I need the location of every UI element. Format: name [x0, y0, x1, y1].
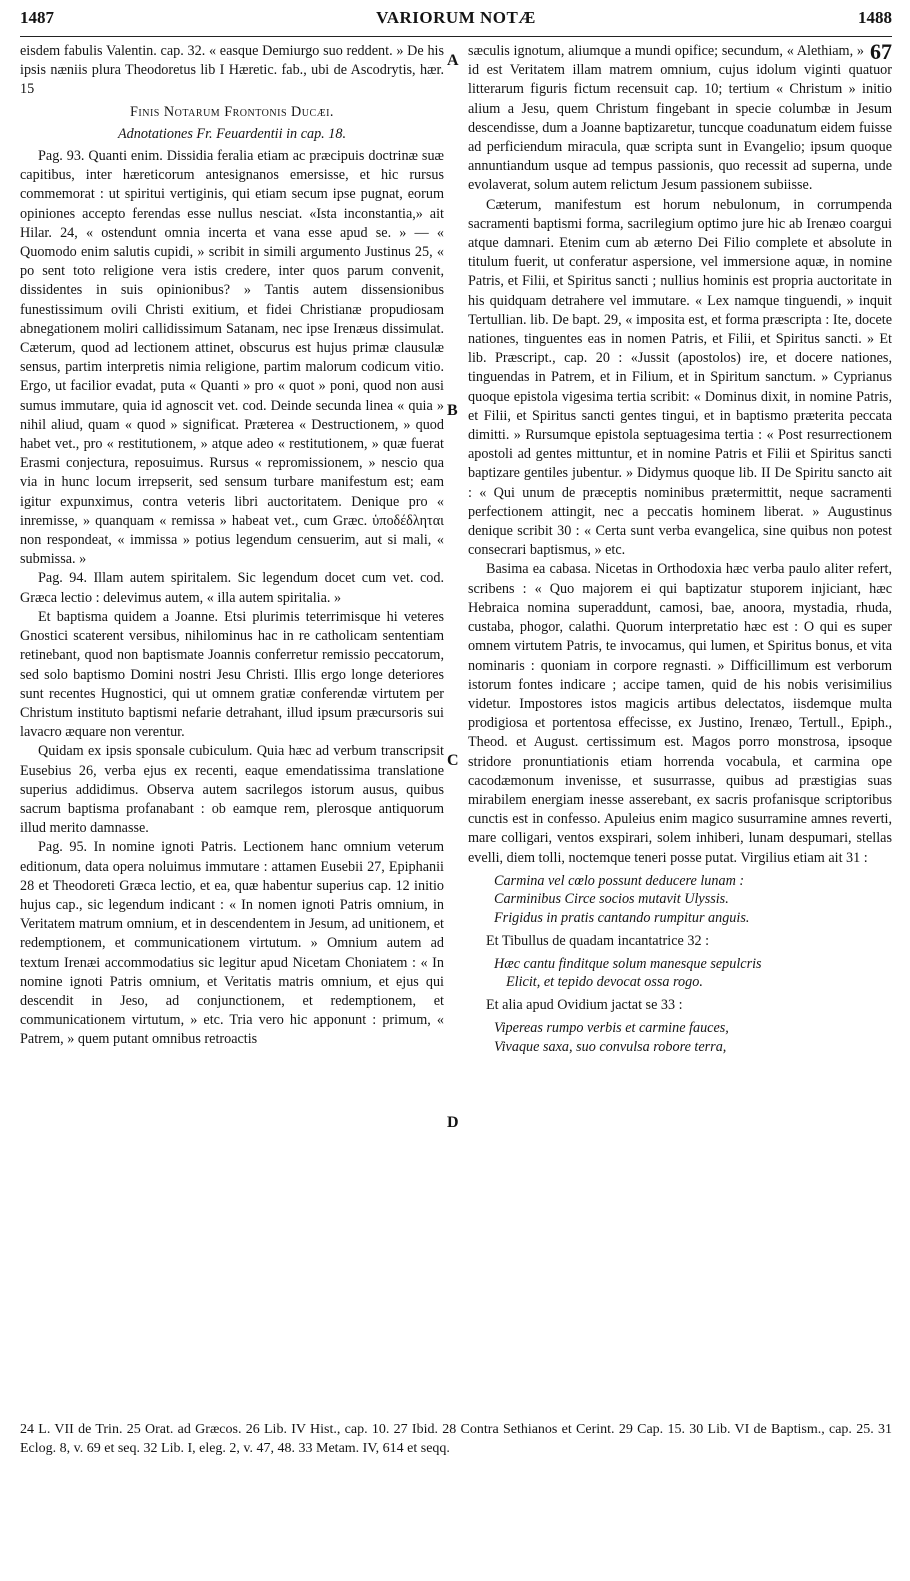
left-paragraph-3: Pag. 94. Illam autem spiritalem. Sic legendum docet cum vet. cod. Græca lectio : delevimus autem, « illa autem spiritalia. »	[20, 570, 444, 606]
right-column	[468, 42, 892, 1414]
right-paragraph-3: Basima ea cabasa. Nicetas in Orthodoxia hæc verba paulo aliter refert, scribens : « Quo majorem ei qui baptizatur stuporem injiciant, hæc Hebraica nomina superaddunt, camosi, bae, anoora, mystadia, rhuda, custaba, phogor, calathi. Quorum interpretatio hæc est : O qui es super omnem virtutem Patris, te invocamus, qui lumen, et Spiritus bonus, et vita nominaris : quoniam in corpore regnasti. » Difficillimum est verborum istorum fontes indicare ; accipe tamen, quid de his nobis verisimilius videtur. Impostores istos magicis artibus delectatos, iisdemque multa prodigiosa et portentosa effecisse, ex Justino, Irenæo, Tertull., Epiph., Theod. et August. certissimum est. Magos porro monstrosa, ipsoque stridore pronuntiationis etiam horrenda vocabula, et carmina ope cacodæmonum invenisse, et susurrasse, quibus ad præstigias suas mirabilem energiam inesse asserebant, ex sacris profanisque scriptoribus cunctis est in confesso. Apuleius enim magico susurramine amnes reverti, mare colligari, ventos exspirari, solem inhiberi, lunam despumari, stellas evelli, diem tolli, noctemque teneri posse putat. Virgilius etiam ait 31 :	[468, 561, 892, 866]
annotations-heading: Adnotationes Fr. Feuardentii in cap. 18.	[117, 125, 347, 142]
left-paragraph-4: Et baptisma quidem a Joanne. Etsi plurimis teterrimisque hi veteres Gnostici scaterent versibus, nihilominus hac in re catholicam sententiam retinebant, quod non baptismate Joannis conferretur remissio peccatorum, sed solo baptismo Domini nostri Jesu Christi. Illis ergo longe deteriores sunt recentes Hugnostici, qui ut omnem gratiæ conferendæ virtutem per Christum instituto baptismi nefarie detrahant, illud ipsum præcursoris sui lavacro æquare non verentur.	[20, 608, 444, 741]
verse-tibullus	[494, 955, 892, 992]
verse-line: Frigidus in pratis cantando rumpitur anguis.	[494, 909, 750, 926]
running-header	[20, 8, 892, 34]
right-paragraph-2: Cæterum, manifestum est horum nebulonum, in corrumpenda sacramenti baptismi forma, sacrilegium optimo jure hic ab Irenæo coargui atque damnari. Etenim cum ab æterno Dei Filio complete et absolute in titulum fuerit, ut conferatur aspersione, vel immersione aquæ, in nomine Patris, et Filii, et Spiritus sancti ; nullius hominis est propria auctoritate in his quidquam detrahere vel immutare. « Lex namque tinguendi, » inquit Tertullian. lib. De bapt. 29, « imposita est, et forma præscripta : Ite, docete nationes, tinguentes eas in nomen Patris, et Filii, et Spiritus sancti. » Et lib. Præscript., cap. 20 : «Jussit (apostolos) ire, et docere nationes, tinguendas in Patrem, et in Filium, et in Spiritum sanctum. » Cyprianus quoque epistola vigesima tertia scribit: « Dominus dixit, in nomine Patris, et Filii, et Spiritus sancti gentes tingui, et in baptismo præterita peccata dimitti. » Rursumque epistola septuagesima tertia : « Post resurrectionem apostoli ad gentes mittuntur, et in nomine Patris et Filii et Spiritus sancti baptizare gentiles jubentur. » Didymus quoque lib. II De Spiritu sancto ait : « Qui unum de præceptis nominibus prætermittit, neque sacramenti perfectionem attingit, nec a peccatis hominem liberat. » Augustinus denique scribit 30 : « Certa sunt verba evangelica, sine quibus non potest consecrari baptismus, » etc.	[468, 196, 892, 559]
margin-letter-a: A	[447, 52, 459, 69]
left-column	[20, 42, 444, 1414]
footnotes: 24 L. VII de Trin. 25 Orat. ad Græcos. 26 Lib. IV Hist., cap. 10. 27 Ibid. 28 Contra Sethianos et Cerint. 29 Cap. 15. 30 Lib. VI de Baptism., cap. 25. 31 Eclog. 8, v. 69 et seq. 32 Lib. I, eleg. 2, v. 47, 48. 33 Metam. IV, 614 et seqq.	[20, 1422, 892, 1456]
left-paragraph-1: eisdem fabulis Valentin. cap. 32. « easque Demiurgo suo reddent. » De his ipsis næniis plura Theodoretus lib I Hæretic. fab., ubi de Ascodrytis, hær. 15	[20, 43, 444, 98]
right-page-number: 1488	[857, 8, 892, 27]
finis-notarum: Finis Notarum Frontonis Ducæi.	[130, 103, 334, 120]
verse-ovid	[494, 1019, 892, 1056]
margin-letter-b: B	[447, 402, 458, 419]
running-title: VARIORUM NOTÆ	[376, 8, 536, 27]
verse-line: Vivaque saxa, suo convulsa robore terra,	[494, 1038, 727, 1055]
verse-line: Hæc cantu finditque solum manesque sepulcris	[494, 955, 762, 972]
right-paragraph-1	[468, 42, 892, 196]
verse-line: Elicit, et tepido devocat ossa rogo.	[506, 974, 703, 991]
left-page-number: 1487	[20, 8, 54, 27]
left-paragraph-2: Pag. 93. Quanti enim. Dissidia feralia etiam ac præcipuis doctrinæ suæ capitibus, inter hæreticorum antesignanos emersisse, et hic rursus commemorat : ut spiritui vertiginis, qui etiam secum ipse pugnat, eorum opiniones accepto ferendas esse nullus nesciat. «Ista inconstantia,» ait Hilar. 24, « ostendunt omnia incerta et vana esse apud se. » — « Quomodo enim salutis cupidi, » scribit in simili argumento Justinus 25, « po sent toto religione vera istis credere, inter quos parum convenit, dissidentes in suis opinionibus? » Tantis autem dissensionibus funestissimum ovili Christi exitium, et fidei Christianæ propudiosam abnegationem moliri callidissimum Satanam, nec ipse Irenæus dissimulat. Cæterum, quod ad lectionem attinet, obscurus est hujus primæ clausulæ sensus, partim interpretis nimia religione, partim malorum codicum vitio. Ergo, ut facilior evadat, puta « Quanti » pro « quot » poni, quod non ausi sumus immutare, quia id agnoscit vet. cod. Deinde secunda linea « quia » nihil aliud, quam « quod » significat. Præterea « Destructionem, » quod habet vet., pro « restitutionem, » atque adeo « restitutionem, » quæ fuerat Erasmi conjectura, reposuimus. Rursus « repromissionem, » nescio qua via in hunc locum irrepserit, sed sensum turbare manifestum est; eam igitur expunximus, contra veteris libri auctoritatem. Denique pro « inremisse, » quanquam « remissa » habeat vet., cum Græc. ὑποδέδληται non respondeat, « immissa » potius legendum censuerim, aut si mali, « submissa. »	[20, 148, 444, 568]
column-number-badge: 67	[870, 42, 892, 64]
margin-letter-c: C	[447, 752, 459, 769]
verse-line: Carmina vel cœlo possunt deducere lunam :	[494, 872, 745, 889]
right-paragraph-4: Et Tibullus de quadam incantatrice 32 :	[486, 932, 710, 949]
left-paragraph-5: Quidam ex ipsis sponsale cubiculum. Quia hæc ad verbum transcripsit Eusebius 26, verba ejus ex recenti, eaque emendatissima translatione superius addidimus. Observa autem sacrilegos istorum ausus, quibus sacrum baptisma profanabant : ob eamque rem, plerosque antiquorum illud merito damnasse.	[20, 743, 444, 837]
verse-line: Carminibus Circe socios mutavit Ulyssis.	[494, 891, 729, 908]
margin-letter-d: D	[447, 1114, 459, 1131]
right-paragraph-1-text: sæculis ignotum, aliumque a mundi opifice; secundum, « Alethiam, » id est Veritatem illam matrem omnium, cujus idolum viginti quatuor litterarum figuris fictum recensuit cap. 10; tertium « Christum » initio alium a Jesu, quem Christum fingebant in specie columbæ in Jesum descendisse, dum a Joanne baptizaretur, tuncque coadunatum eidem fuisse ad perficiendum miracula, quæ scripta sunt in Evangelio; ipsum quoque annuntiandum usque ad tempus passionis, quo recessit ad superna, unde evolaverat, solum autem relictum Jesum passionem subiisse.	[468, 43, 892, 194]
verse-virgil	[494, 872, 892, 928]
right-paragraph-5: Et alia apud Ovidium jactat se 33 :	[486, 996, 683, 1013]
header-rule	[20, 36, 892, 37]
verse-line: Vipereas rumpo verbis et carmine fauces,	[494, 1020, 729, 1037]
left-paragraph-6: Pag. 95. In nomine ignoti Patris. Lectionem hanc omnium veterum editionum, data opera noluimus immutare : attamen Eusebii 27, Epiphanii 28 et Theodoreti Græca lectio, et ea, quæ habentur superius cap. 12 initio hujus cap., sic legendum indicant : « In nomen ignoti Patris omnium, in Veritatem matrum omnium, et in descendentem in Jesum, ad unitionem, et redemptionem, et communicationem virtutum. » Omnium autem ad textum Irenæi accommodatius sic legitur apud Nicetam Choniatem : « In nomine ignoti Patris omnium, et Veritatis matris omnium, et ejus qui descendit in Jeso, ad conjunctionem, et redemptionem, et communicationem virtutum, » etc. Tria vero hic apponunt : primum, « Patrem, » quem putant omnibus retroactis	[20, 839, 444, 1048]
